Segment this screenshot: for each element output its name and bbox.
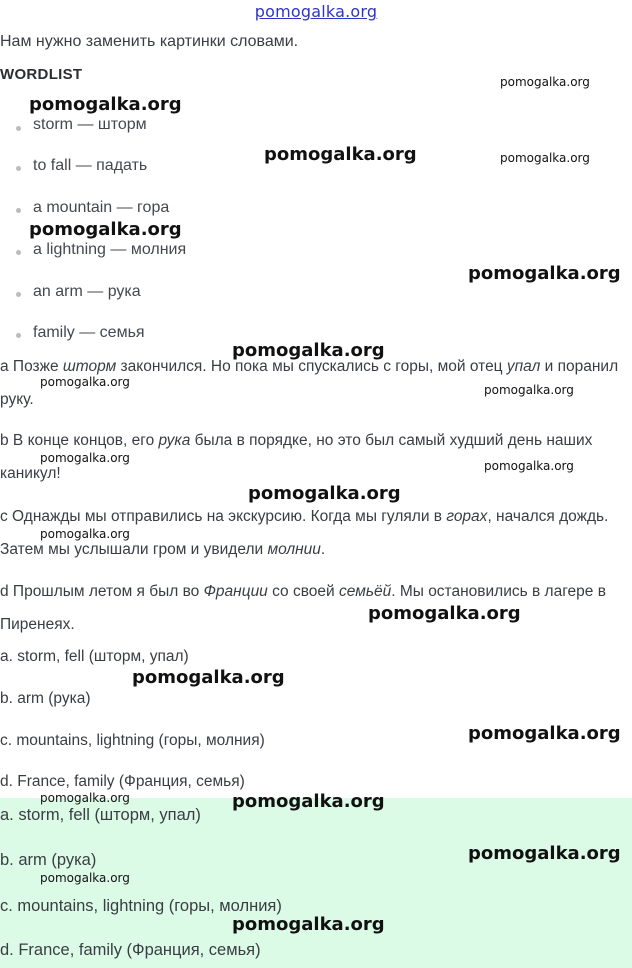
watermark: pomogalka.org bbox=[132, 667, 285, 688]
wordlist-item: a mountain — гора bbox=[33, 199, 170, 216]
site-header bbox=[0, 2, 632, 22]
bullet-icon bbox=[16, 126, 21, 131]
watermark: pomogalka.org bbox=[29, 219, 182, 240]
watermark: pomogalka.org bbox=[468, 723, 621, 744]
watermark: pomogalka.org bbox=[40, 871, 130, 885]
wordlist-item: a lightning — молния bbox=[33, 241, 187, 258]
watermark: pomogalka.org bbox=[40, 375, 130, 389]
answer-d: d. France, family (Франция, семья) bbox=[0, 773, 245, 790]
paragraph-c: с Однажды мы отправились на экскурсию. Когда мы гуляли в горах, начался дождь. Затем мы услышали гром и увидели молнии. bbox=[0, 508, 609, 558]
bullet-icon bbox=[16, 166, 21, 171]
intro-text: Нам нужно заменить картинки словами. bbox=[0, 33, 299, 50]
bullet-icon bbox=[16, 333, 21, 338]
paragraph-b: b В конце концов, его рука была в порядке, но это был самый худший день наших каникул! bbox=[0, 432, 593, 482]
watermark: pomogalka.org bbox=[248, 483, 401, 504]
highlight-answer-a: a. storm, fell (шторм, упал) bbox=[0, 806, 201, 824]
watermark: pomogalka.org bbox=[484, 383, 574, 397]
highlight-answer-d: d. France, family (Франция, семья) bbox=[0, 941, 261, 959]
watermark: pomogalka.org bbox=[264, 144, 417, 165]
paragraph-a: а Позже шторм закончился. Но пока мы спускались с горы, мой отец упал и поранил руку. bbox=[0, 358, 619, 408]
watermark: pomogalka.org bbox=[484, 459, 574, 473]
bullet-icon bbox=[16, 250, 21, 255]
bullet-icon bbox=[16, 292, 21, 297]
answer-a: a. storm, fell (шторм, упал) bbox=[0, 648, 189, 665]
paragraph-d: d Прошлым летом я был во Франции со своей семьёй. Мы остановились в лагере в Пиренеях. bbox=[0, 583, 606, 633]
watermark: pomogalka.org bbox=[40, 791, 130, 805]
highlight-answer-b: b. arm (рука) bbox=[0, 851, 97, 869]
wordlist-title: WORDLIST bbox=[0, 66, 83, 83]
highlight-answer-c: c. mountains, lightning (горы, молния) bbox=[0, 897, 282, 915]
watermark: pomogalka.org bbox=[40, 527, 130, 541]
watermark: pomogalka.org bbox=[232, 340, 385, 361]
watermark: pomogalka.org bbox=[232, 791, 385, 812]
bullet-icon bbox=[16, 208, 21, 213]
wordlist-item: family — семья bbox=[33, 324, 145, 341]
watermark: pomogalka.org bbox=[232, 914, 385, 935]
wordlist-item: storm — шторм bbox=[33, 116, 147, 133]
site-link[interactable]: pomogalka.org bbox=[254, 2, 378, 21]
answer-b: b. arm (рука) bbox=[0, 690, 91, 707]
watermark: pomogalka.org bbox=[368, 603, 521, 624]
wordlist-item: to fall — падать bbox=[33, 157, 148, 174]
watermark: pomogalka.org bbox=[468, 843, 621, 864]
watermark: pomogalka.org bbox=[468, 263, 621, 284]
watermark: pomogalka.org bbox=[500, 151, 590, 165]
watermark: pomogalka.org bbox=[500, 75, 590, 89]
watermark: pomogalka.org bbox=[29, 94, 182, 115]
answer-c: c. mountains, lightning (горы, молния) bbox=[0, 732, 265, 749]
wordlist-item: an arm — рука bbox=[33, 283, 141, 300]
watermark: pomogalka.org bbox=[40, 451, 130, 465]
